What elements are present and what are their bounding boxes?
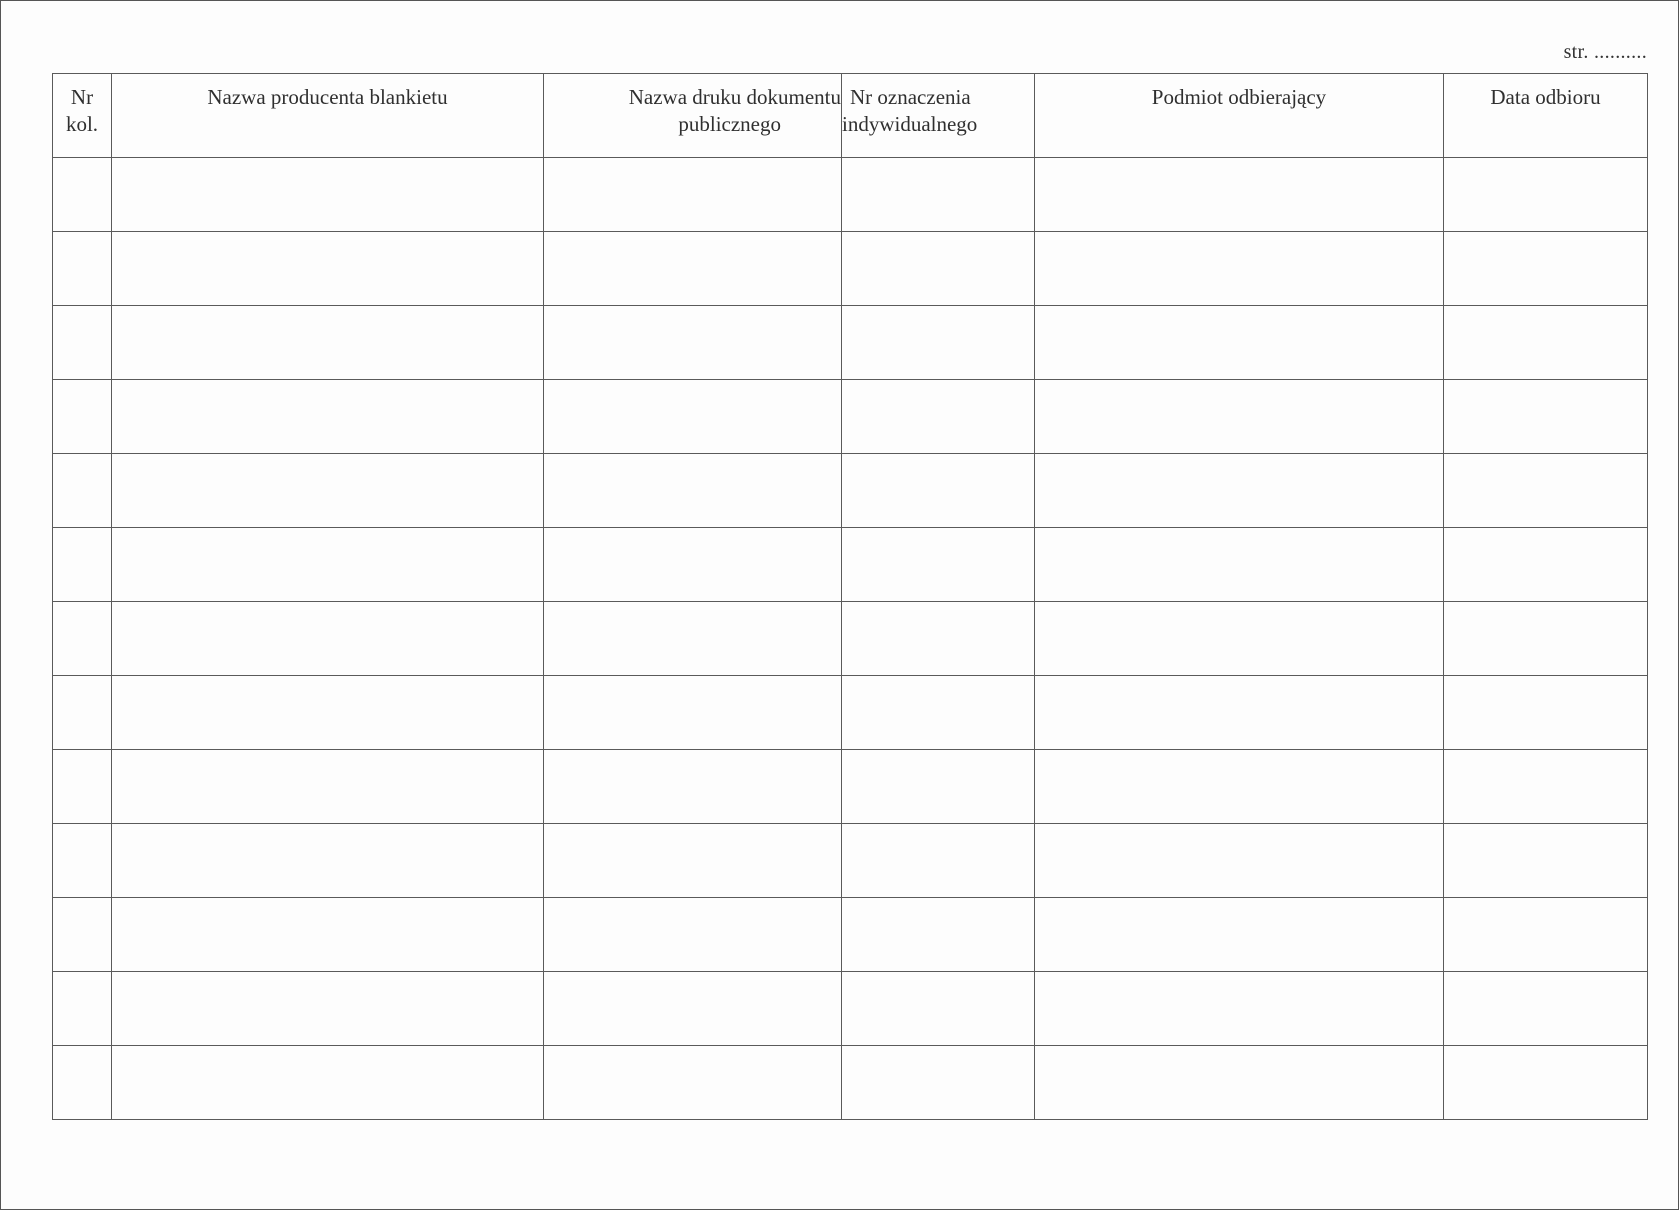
cell-date[interactable]	[1444, 232, 1648, 306]
cell-date[interactable]	[1444, 750, 1648, 824]
cell-producer[interactable]	[112, 676, 544, 750]
cell-producer[interactable]	[112, 306, 544, 380]
cell-ident[interactable]	[842, 824, 1035, 898]
cell-document[interactable]	[544, 1046, 842, 1120]
cell-recipient[interactable]	[1035, 528, 1444, 602]
cell-document[interactable]	[544, 454, 842, 528]
cell-ident[interactable]	[842, 898, 1035, 972]
header-recipient: Podmiot odbierający	[1035, 74, 1444, 158]
cell-producer[interactable]	[112, 750, 544, 824]
cell-nr[interactable]	[53, 454, 112, 528]
cell-ident[interactable]	[842, 380, 1035, 454]
cell-producer[interactable]	[112, 380, 544, 454]
cell-ident[interactable]	[842, 972, 1035, 1046]
cell-ident[interactable]	[842, 158, 1035, 232]
cell-date[interactable]	[1444, 306, 1648, 380]
cell-document[interactable]	[544, 306, 842, 380]
table-row	[53, 676, 1648, 750]
cell-recipient[interactable]	[1035, 972, 1444, 1046]
cell-date[interactable]	[1444, 528, 1648, 602]
cell-recipient[interactable]	[1035, 676, 1444, 750]
cell-nr[interactable]	[53, 1046, 112, 1120]
cell-document[interactable]	[544, 898, 842, 972]
table-row	[53, 602, 1648, 676]
table-row	[53, 824, 1648, 898]
cell-ident[interactable]	[842, 306, 1035, 380]
cell-producer[interactable]	[112, 232, 544, 306]
header-ident-line2: indywidualnego	[842, 112, 978, 136]
cell-recipient[interactable]	[1035, 380, 1444, 454]
cell-producer[interactable]	[112, 602, 544, 676]
cell-date[interactable]	[1444, 1046, 1648, 1120]
cell-date[interactable]	[1444, 972, 1648, 1046]
cell-producer[interactable]	[112, 454, 544, 528]
cell-document[interactable]	[544, 528, 842, 602]
table-row	[53, 1046, 1648, 1120]
cell-ident[interactable]	[842, 454, 1035, 528]
cell-document[interactable]	[544, 676, 842, 750]
cell-document[interactable]	[544, 750, 842, 824]
header-document	[544, 74, 842, 158]
cell-date[interactable]	[1444, 158, 1648, 232]
cell-nr[interactable]	[53, 380, 112, 454]
header-ident	[842, 74, 1035, 158]
cell-date[interactable]	[1444, 898, 1648, 972]
cell-document[interactable]	[544, 602, 842, 676]
table-row	[53, 972, 1648, 1046]
cell-nr[interactable]	[53, 528, 112, 602]
cell-ident[interactable]	[842, 232, 1035, 306]
cell-recipient[interactable]	[1035, 898, 1444, 972]
cell-recipient[interactable]	[1035, 824, 1444, 898]
table-row	[53, 454, 1648, 528]
header-ident-line1: Nr oznaczenia	[850, 85, 971, 109]
header-nr-line2: kol.	[65, 112, 99, 136]
table-row	[53, 380, 1648, 454]
cell-ident[interactable]	[842, 750, 1035, 824]
cell-recipient[interactable]	[1035, 158, 1444, 232]
table-row	[53, 306, 1648, 380]
cell-producer[interactable]	[112, 824, 544, 898]
cell-document[interactable]	[544, 380, 842, 454]
header-date: Data odbioru	[1444, 74, 1648, 158]
table-body	[53, 158, 1648, 1120]
cell-recipient[interactable]	[1035, 1046, 1444, 1120]
cell-nr[interactable]	[53, 676, 112, 750]
cell-ident[interactable]	[842, 602, 1035, 676]
cell-producer[interactable]	[112, 898, 544, 972]
cell-nr[interactable]	[53, 232, 112, 306]
header-nr-line1: Nr	[70, 85, 94, 109]
register-table	[52, 73, 1648, 1120]
cell-nr[interactable]	[53, 824, 112, 898]
cell-nr[interactable]	[53, 158, 112, 232]
cell-document[interactable]	[544, 232, 842, 306]
cell-nr[interactable]	[53, 306, 112, 380]
cell-nr[interactable]	[53, 602, 112, 676]
cell-producer[interactable]	[112, 1046, 544, 1120]
header-row	[53, 74, 1648, 158]
cell-ident[interactable]	[842, 528, 1035, 602]
cell-nr[interactable]	[53, 898, 112, 972]
cell-nr[interactable]	[53, 750, 112, 824]
cell-document[interactable]	[544, 824, 842, 898]
cell-recipient[interactable]	[1035, 232, 1444, 306]
table-row	[53, 528, 1648, 602]
header-nr	[53, 74, 112, 158]
header-document-line1: Nazwa druku dokumentu	[628, 85, 841, 109]
cell-recipient[interactable]	[1035, 602, 1444, 676]
header-producer: Nazwa producenta blankietu	[112, 74, 544, 158]
cell-date[interactable]	[1444, 602, 1648, 676]
cell-document[interactable]	[544, 972, 842, 1046]
cell-producer[interactable]	[112, 972, 544, 1046]
table-row	[53, 898, 1648, 972]
cell-ident[interactable]	[842, 1046, 1035, 1120]
cell-recipient[interactable]	[1035, 750, 1444, 824]
page-number: str. ..........	[1563, 41, 1647, 63]
cell-nr[interactable]	[53, 972, 112, 1046]
cell-producer[interactable]	[112, 528, 544, 602]
table-row	[53, 232, 1648, 306]
cell-document[interactable]	[544, 158, 842, 232]
table-row	[53, 158, 1648, 232]
cell-producer[interactable]	[112, 158, 544, 232]
header-document-line2: publicznego	[678, 112, 781, 136]
cell-date[interactable]	[1444, 454, 1648, 528]
cell-date[interactable]	[1444, 676, 1648, 750]
cell-recipient[interactable]	[1035, 306, 1444, 380]
cell-date[interactable]	[1444, 824, 1648, 898]
cell-date[interactable]	[1444, 380, 1648, 454]
cell-ident[interactable]	[842, 676, 1035, 750]
cell-recipient[interactable]	[1035, 454, 1444, 528]
table-row	[53, 750, 1648, 824]
